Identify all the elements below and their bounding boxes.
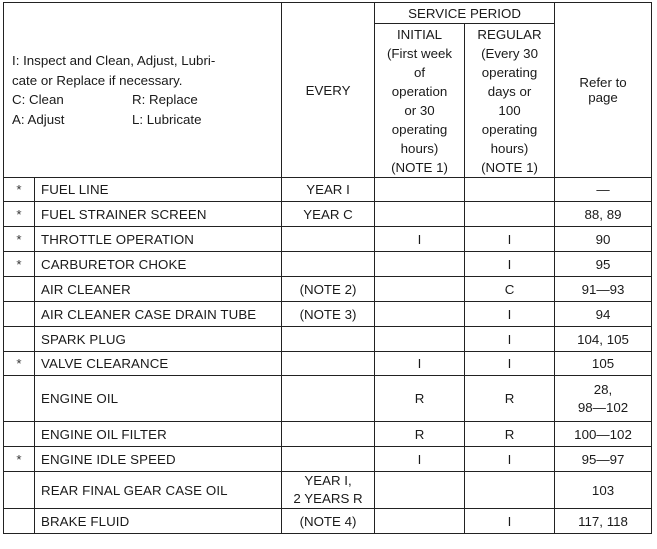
asterisk-mark [4,472,35,509]
legend-line-3 [12,90,275,110]
regular-cell: I [465,252,555,277]
asterisk-mark [4,509,35,534]
regular-cell [465,202,555,227]
maintenance-schedule-table [3,2,652,534]
maintenance-item: ENGINE OIL FILTER [35,422,282,447]
maintenance-item: ENGINE IDLE SPEED [35,447,282,472]
regular-cell: I [465,302,555,327]
refer-page-cell [555,227,652,252]
regular-cell: R [465,422,555,447]
regular-line: operating [481,121,538,137]
every-cell [282,202,375,227]
table-row [4,447,652,472]
initial-line: operating [391,121,448,137]
refer-page-cell [555,352,652,376]
refer-line-1: Refer to [579,75,627,90]
refer-page-line: 100—102 [574,426,632,442]
initial-line: or 30 [404,102,435,118]
refer-page-cell [555,178,652,202]
legend-cell [4,3,282,178]
regular-cell: R [465,376,555,422]
table-row [4,252,652,277]
refer-page-line: 103 [591,482,615,498]
initial-line: operation [391,83,448,99]
table-row [4,352,652,376]
every-line: (NOTE 2) [299,281,357,297]
refer-page-line: 88, 89 [584,206,622,222]
asterisk-mark: * [4,352,35,376]
maintenance-item: AIR CLEANER CASE DRAIN TUBE [35,302,282,327]
legend-adjust: A: Adjust [12,111,65,127]
refer-page-cell [555,252,652,277]
legend-line-4 [12,110,275,130]
every-line: (NOTE 4) [299,513,357,529]
refer-page-cell [555,302,652,327]
every-cell [282,178,375,202]
every-line: YEAR I, [304,473,352,488]
every-cell [282,277,375,302]
initial-line: (First week [387,45,453,61]
asterisk-mark: * [4,202,35,227]
refer-page-line: 98—102 [577,399,629,415]
initial-line: INITIAL [396,26,443,42]
every-cell [282,472,375,509]
legend-clean: C: Clean [12,92,64,107]
refer-page-cell [555,422,652,447]
every-header: EVERY [282,3,375,178]
table-row [4,472,652,509]
regular-cell: I [465,509,555,534]
legend-line-2: cate or Replace if necessary. [12,72,183,88]
asterisk-mark [4,327,35,352]
refer-page-cell [555,447,652,472]
maintenance-item: FUEL STRAINER SCREEN [35,202,282,227]
regular-line: operating [481,64,538,80]
initial-cell [375,178,465,202]
maintenance-item: THROTTLE OPERATION [35,227,282,252]
table-row [4,509,652,534]
every-line: 2 YEARS R [293,491,363,506]
every-cell [282,447,375,472]
asterisk-mark [4,422,35,447]
table-row [4,227,652,252]
maintenance-item: FUEL LINE [35,178,282,202]
asterisk-mark: * [4,252,35,277]
refer-page-line: 95 [595,256,611,272]
initial-cell [375,327,465,352]
asterisk-mark: * [4,227,35,252]
regular-cell: C [465,277,555,302]
initial-cell [375,202,465,227]
initial-line: hours) [400,140,439,156]
every-cell [282,352,375,376]
every-cell [282,252,375,277]
initial-line: (NOTE 1) [391,159,448,175]
regular-cell [465,472,555,509]
header-row-top [4,3,652,24]
refer-page-cell [555,472,652,509]
initial-cell [375,509,465,534]
every-cell [282,376,375,422]
refer-page-line: 90 [595,231,611,247]
regular-cell: I [465,352,555,376]
asterisk-mark [4,376,35,422]
refer-page-line: 28, [593,381,613,397]
regular-line: hours) [490,140,529,156]
regular-cell [465,178,555,202]
initial-cell: I [375,227,465,252]
regular-line: (Every 30 [481,45,538,61]
refer-page-line: 95—97 [581,451,625,467]
regular-line: (NOTE 1) [481,159,538,175]
regular-line: days or [487,83,532,99]
every-line: YEAR C [303,206,353,222]
initial-cell [375,472,465,509]
refer-line-2: page [588,90,618,105]
maintenance-item: ENGINE OIL [35,376,282,422]
refer-page-line: 91—93 [581,281,625,297]
maintenance-item: REAR FINAL GEAR CASE OIL [35,472,282,509]
refer-page-line: 105 [591,356,615,371]
initial-header [375,24,465,178]
refer-page-cell [555,509,652,534]
refer-page-cell [555,277,652,302]
maintenance-item: AIR CLEANER [35,277,282,302]
refer-page-line: — [596,182,610,197]
refer-page-line: 104, 105 [577,331,629,347]
every-cell [282,302,375,327]
refer-page-cell [555,376,652,422]
regular-line: REGULAR [477,26,542,42]
regular-header [465,24,555,178]
maintenance-item: VALVE CLEARANCE [35,352,282,376]
table-row [4,422,652,447]
initial-line: of [413,64,426,80]
refer-page-cell [555,327,652,352]
legend-replace: R: Replace [132,92,198,107]
every-cell [282,422,375,447]
refer-to-page-header [555,3,652,178]
maintenance-item: CARBURETOR CHOKE [35,252,282,277]
maintenance-item: SPARK PLUG [35,327,282,352]
asterisk-mark: * [4,178,35,202]
every-cell [282,327,375,352]
initial-cell: I [375,447,465,472]
service-period-header: SERVICE PERIOD [375,3,555,24]
legend-line-1: I: Inspect and Clean, Adjust, Lubri- [12,53,216,68]
every-line: (NOTE 3) [299,306,357,322]
asterisk-mark [4,277,35,302]
table-row [4,302,652,327]
regular-cell: I [465,447,555,472]
regular-cell: I [465,327,555,352]
initial-cell: I [375,352,465,376]
every-line: YEAR I [306,182,350,197]
asterisk-mark: * [4,447,35,472]
table-row [4,327,652,352]
initial-cell: R [375,422,465,447]
initial-cell: R [375,376,465,422]
legend-lubricate: L: Lubricate [132,111,202,127]
table-row [4,202,652,227]
regular-cell: I [465,227,555,252]
table-row [4,376,652,422]
every-cell [282,227,375,252]
initial-cell [375,302,465,327]
refer-page-line: 94 [595,306,611,322]
initial-cell [375,277,465,302]
regular-line: 100 [498,102,521,118]
refer-page-line: 117, 118 [578,513,628,529]
every-cell [282,509,375,534]
asterisk-mark [4,302,35,327]
initial-cell [375,252,465,277]
table-row [4,277,652,302]
maintenance-item: BRAKE FLUID [35,509,282,534]
table-row [4,178,652,202]
refer-page-cell [555,202,652,227]
